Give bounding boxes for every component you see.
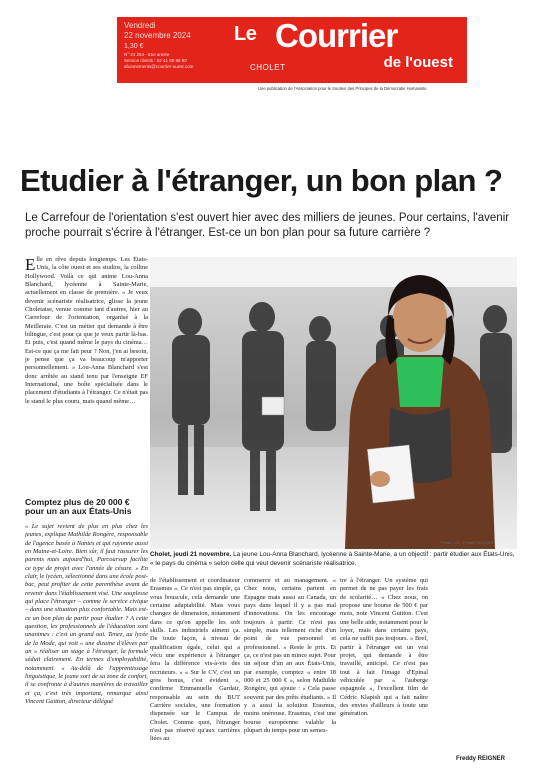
masthead-info	[124, 21, 236, 70]
masthead-tagline: Une publication de l'Association pour le Soutien des Principes de la Démocratie Humaniste	[258, 86, 427, 91]
article-column-3: commerce et au management. « Chez nous, certains partent en Espagne mais aussi au Canada, un pays dans lequel il y a pas mal d'innovations. On les encourage toujours à partir. Ce n'est pas simple, mais tellement riche d'un point de vue personnel et professionnel. » Reste le prix. Et ça, ce n'est pas un mince sujet. Pour un séjour d'un an aux États-Unis, par exemple, comptez « entre 18 000 et 25 000 € », selon Mathilde Rongère, qui ajoute : « Cela passe souvent par des prêts étudiants. » Il y a aussi la solution Erasmus, moins onéreuse. Erasmus, c'est une bourse européenne valable la plupart du temps pour un semes-	[244, 577, 336, 734]
caption-text: La jeune Lou-Anna Blanchard, lycéenne à Sainte-Marie, a un objectif : partir étudier aux États-Unis, « le pays du cinéma » selon celle qui veut devenir scénariste réalisatrice.	[150, 551, 515, 567]
article-column-1-bottom	[25, 523, 148, 768]
dropcap: E	[25, 256, 36, 274]
photo-caption	[150, 551, 517, 568]
masthead-title-main: Courrier	[275, 17, 398, 54]
masthead	[117, 17, 467, 83]
masthead-contact: abonnements@courrier-ouest.com	[124, 63, 194, 69]
article-byline: Freddy REIGNER	[456, 756, 506, 762]
masthead-title-sub: de l'ouest	[383, 54, 453, 71]
masthead-day: Vendredi	[124, 21, 156, 30]
photo-credit: Photo : CO - Freddy REIGNER	[441, 541, 494, 545]
article-subhead: Comptez plus de 20 000 € pour un an aux États-Unis	[25, 497, 132, 517]
article-chapo: Le Carrefour de l'orientation s'est ouvert hier avec des milliers de jeunes. Pour certains, l'avenir proche pourrait s'écrire à l'étranger. Est-ce un bon plan pour sa future carrière ?	[25, 212, 510, 239]
article-column-2: de l'établissement et coordinateur Erasmus ». Ce n'est pas simple, ça vous bouscule, cela demande une certaine adaptabilité. Mais vous changez de dimension, notamment dans ce qu'on appelle les soft skills. Les industriels aiment ça. De toute façon, à niveau de qualification égale, celui qui a vécu une expérience à l'étranger fera la différence vis-à-vis des recruteurs. » « Sur le CV, c'est un gros bonus, c'est évident », confirme Emmanuelle Gardair, responsable au sein du BUT Carrière sociales, une formation dispensée sur le Campus de Cholet. Comme quoi, l'étranger n'est pas réservé qu'aux carrières liées au	[150, 577, 240, 743]
article-headline: Etudier à l'étranger, un bon plan ?	[20, 163, 503, 198]
masthead-edition: CHOLET	[250, 63, 286, 72]
caption-lead: Cholet, jeudi 21 novembre.	[150, 551, 232, 558]
masthead-issue: N° 24 264 - 81e année	[124, 51, 170, 57]
column-1-top-text: lle en rêve depuis longtemps. Les États-Unis, la côte ouest et ses studios, la colline Hollywood. Voilà ce qui anime Lou-Anna Blanchard, lycéenne à Sainte-Marie, actuellement en classe de première. « Je veux devenir scénariste réalisatrice, glisse la jeune Choletaise, venue comme tant d'autres, hier au Carrefour de l'orientation, organisé à la Meilleraie. C'est un métier qui demande à être bilingue, c'est pour ça que je veux partir là-bas. Et puis, c'est quand même le pays du cinéma… Est-ce que ça me fait peur ? Non, j'en ai besoin, je pense que ça va beaucoup m'apporter personnellement. » Lou-Anna Blanchard s'est donc arrêtée au stand tenu par l'enseigne EF International, une boîte spécialisée dans le placement d'étudiants à l'étranger. Ce n'était pas le stand le plus couru, mais quand même…	[25, 256, 148, 405]
article-photo	[150, 257, 517, 549]
photo-student-at-fair	[150, 257, 517, 549]
column-1-bottom-text: « Le sujet revient de plus en plus chez les jeunes, explique Mathilde Rongère, responsable de l'agence basée à Nantes et qui rayonne aussi en Maine-et-Loire. Bien sûr, il faut rassurer les parents mais aujourd'hui, Parcoursup facilite ce type de projet avec l'année de césure. » En clair, le lycéen, sélectionné dans une école post-bac, peut profiter de cette parenthèse avant de revenir dans l'établissement visé. Une souplesse qui place l'étranger – comme le service civique – dans une situation plus confortable. Mais est-ce un bon plan de partir pour étudier ? A cette question, les professionnels de l'éducation sont unanimes : c'est un grand oui. Tenez, au lycée de la Mode, qui voit « une dizaine d'élèves par an » réaliser un stage à l'étranger, la formule séduit clairement. En termes d'employabilité, notamment. « Au-delà de l'apprentissage linguistique, le jeune sort de sa zone de confort, il se confronte à d'autres manières de travailler et ça, c'est très important, remarque ainsi Vincent Guitton, directeur délégué	[25, 523, 148, 705]
masthead-title-le: Le	[234, 23, 257, 45]
article-column-1-top	[25, 256, 148, 492]
masthead-service: Service clients : 02 41 80 88 80	[124, 57, 187, 63]
article-column-4: tre à l'étranger. Un système qui permet de ne pas payer les frais de scolarité… « Chez nous, on propose une bourse de 500 € par mois, note Vincent Guitton. C'est une belle aide, notamment pour le loyer, mais dans certains pays, cela ne suffit pas toujours. » Bref, partir à l'étranger est un vrai projet, qui demande à être travaillé, anticipé. Ce n'est pas tout à fait l'image d'Epinal véhiculée par « l'auberge espagnole », l'excellent film de Cédric Klapish qui a fait naître des envies d'ailleurs à toute une génération.	[340, 577, 428, 718]
masthead-price: 1,30 €	[124, 43, 144, 51]
masthead-date: 22 novembre 2024	[124, 30, 191, 40]
article-column-5	[432, 577, 518, 762]
